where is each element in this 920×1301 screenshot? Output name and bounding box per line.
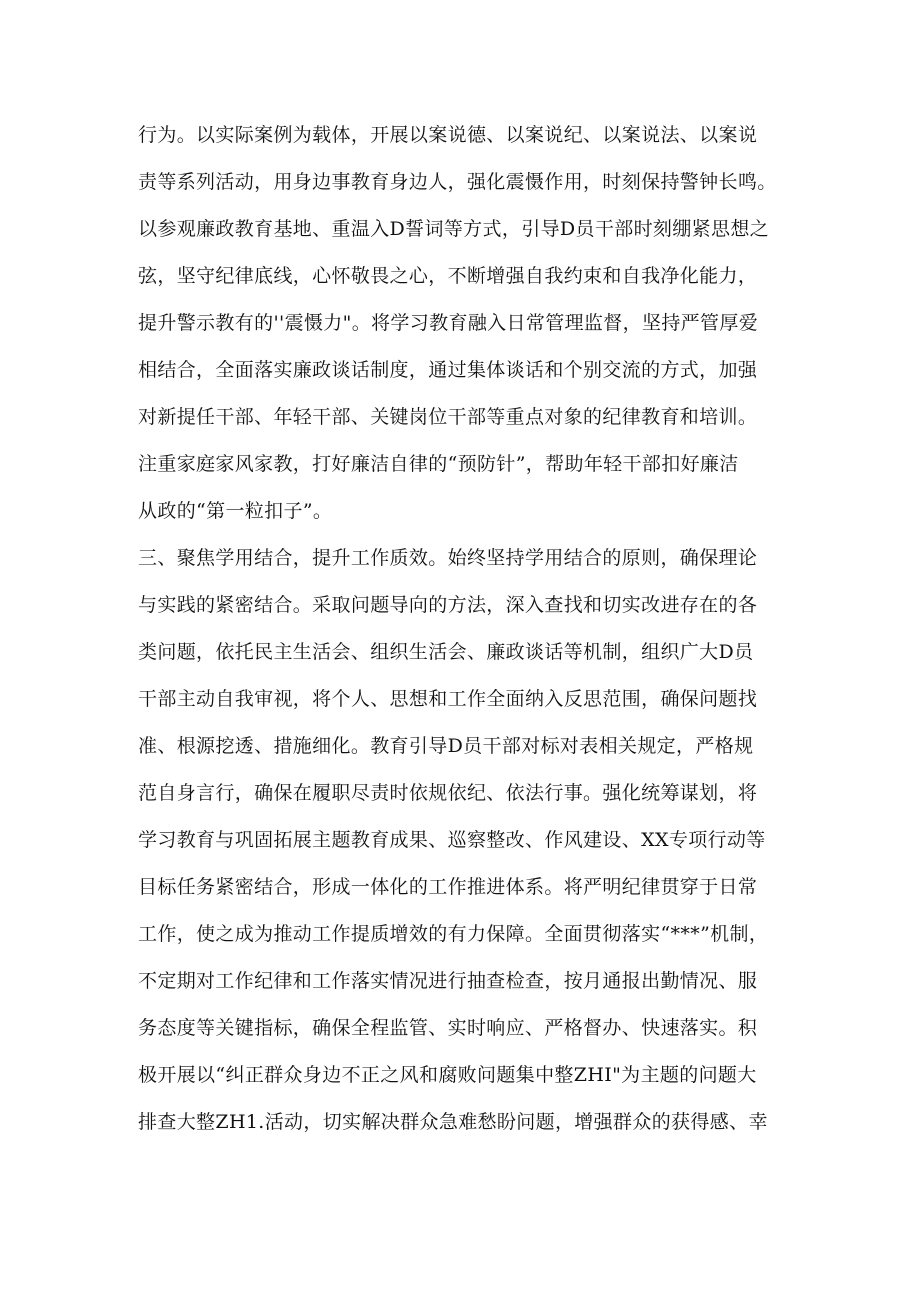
text-line: 工作，使之成为推动工作提质增效的有力保障。全面贯彻落实“***”机制，	[138, 923, 769, 945]
text-line: 学习教育与巩固拓展主题教育成果、巡察整改、作风建设、XX专项行动等	[138, 829, 766, 851]
text-line: 责等系列活动，用身边事教育身边人，强化震慑作用，时刻保持警钟长鸣。	[138, 171, 777, 193]
body-text	[138, 112, 798, 1146]
text-line: 弦，坚守纪律底线，心怀敬畏之心，不断增强自我约束和自我净化能力，	[138, 265, 758, 287]
text-line: 相结合，全面落实廉政谈话制度，通过集体谈话和个别交流的方式，加强	[138, 359, 758, 381]
section-heading-line: 三、聚焦学用结合，提升工作质效。始终坚持学用结合的原则，确保理论	[138, 547, 758, 569]
text-line: 干部主动自我审视，将个人、思想和工作全面纳入反思范围，确保问题找	[138, 688, 758, 710]
text-line: 以参观廉政教育基地、重温入D誓词等方式，引导D员干部时刻绷紧思想之	[138, 218, 770, 240]
text-line: 行为。以实际案例为载体，开展以案说德、以案说纪、以案说法、以案说	[138, 124, 758, 146]
text-line: 务态度等关键指标，确保全程监管、实时响应、严格督办、快速落实。积	[138, 1017, 758, 1039]
text-line: 准、根源挖透、措施细化。教育引导D员干部对标对表相关规定，严格规	[138, 735, 754, 757]
text-line: 注重家庭家风家教，打好廉洁自律的“预防针”，帮助年轻干部扣好廉洁	[138, 453, 739, 475]
text-line: 与实践的紧密结合。采取问题导向的方法，深入查找和切实改进存在的各	[138, 594, 758, 616]
text-line: 极开展以“纠正群众身边不正之风和腐败问题集中整ZHI"为主题的问题大	[138, 1064, 757, 1086]
text-line: 目标任务紧密结合，形成一体化的工作推进体系。将严明纪律贯穿于日常	[138, 876, 758, 898]
text-line: 类问题，依托民主生活会、组织生活会、廉政谈话等机制，组织广大D员	[138, 641, 754, 663]
text-line: 从政的“第一粒扣子”。	[138, 500, 333, 522]
text-line: 范自身言行，确保在履职尽责时依规依纪、依法行事。强化统筹谋划，将	[138, 782, 758, 804]
text-line: 提升警示教有的''震慑力"。将学习教育融入日常管理监督，坚持严管厚爱	[138, 312, 759, 334]
text-line: 不定期对工作纪律和工作落实情况进行抽查检查，按月通报出勤情况、服	[138, 970, 758, 992]
text-line: 排查大整ZH1.活动，切实解决群众急难愁盼问题，增强群众的获得感、幸	[138, 1111, 768, 1133]
text-line: 对新提任干部、年轻干部、关键岗位干部等重点对象的纪律教育和培训。	[138, 406, 758, 428]
